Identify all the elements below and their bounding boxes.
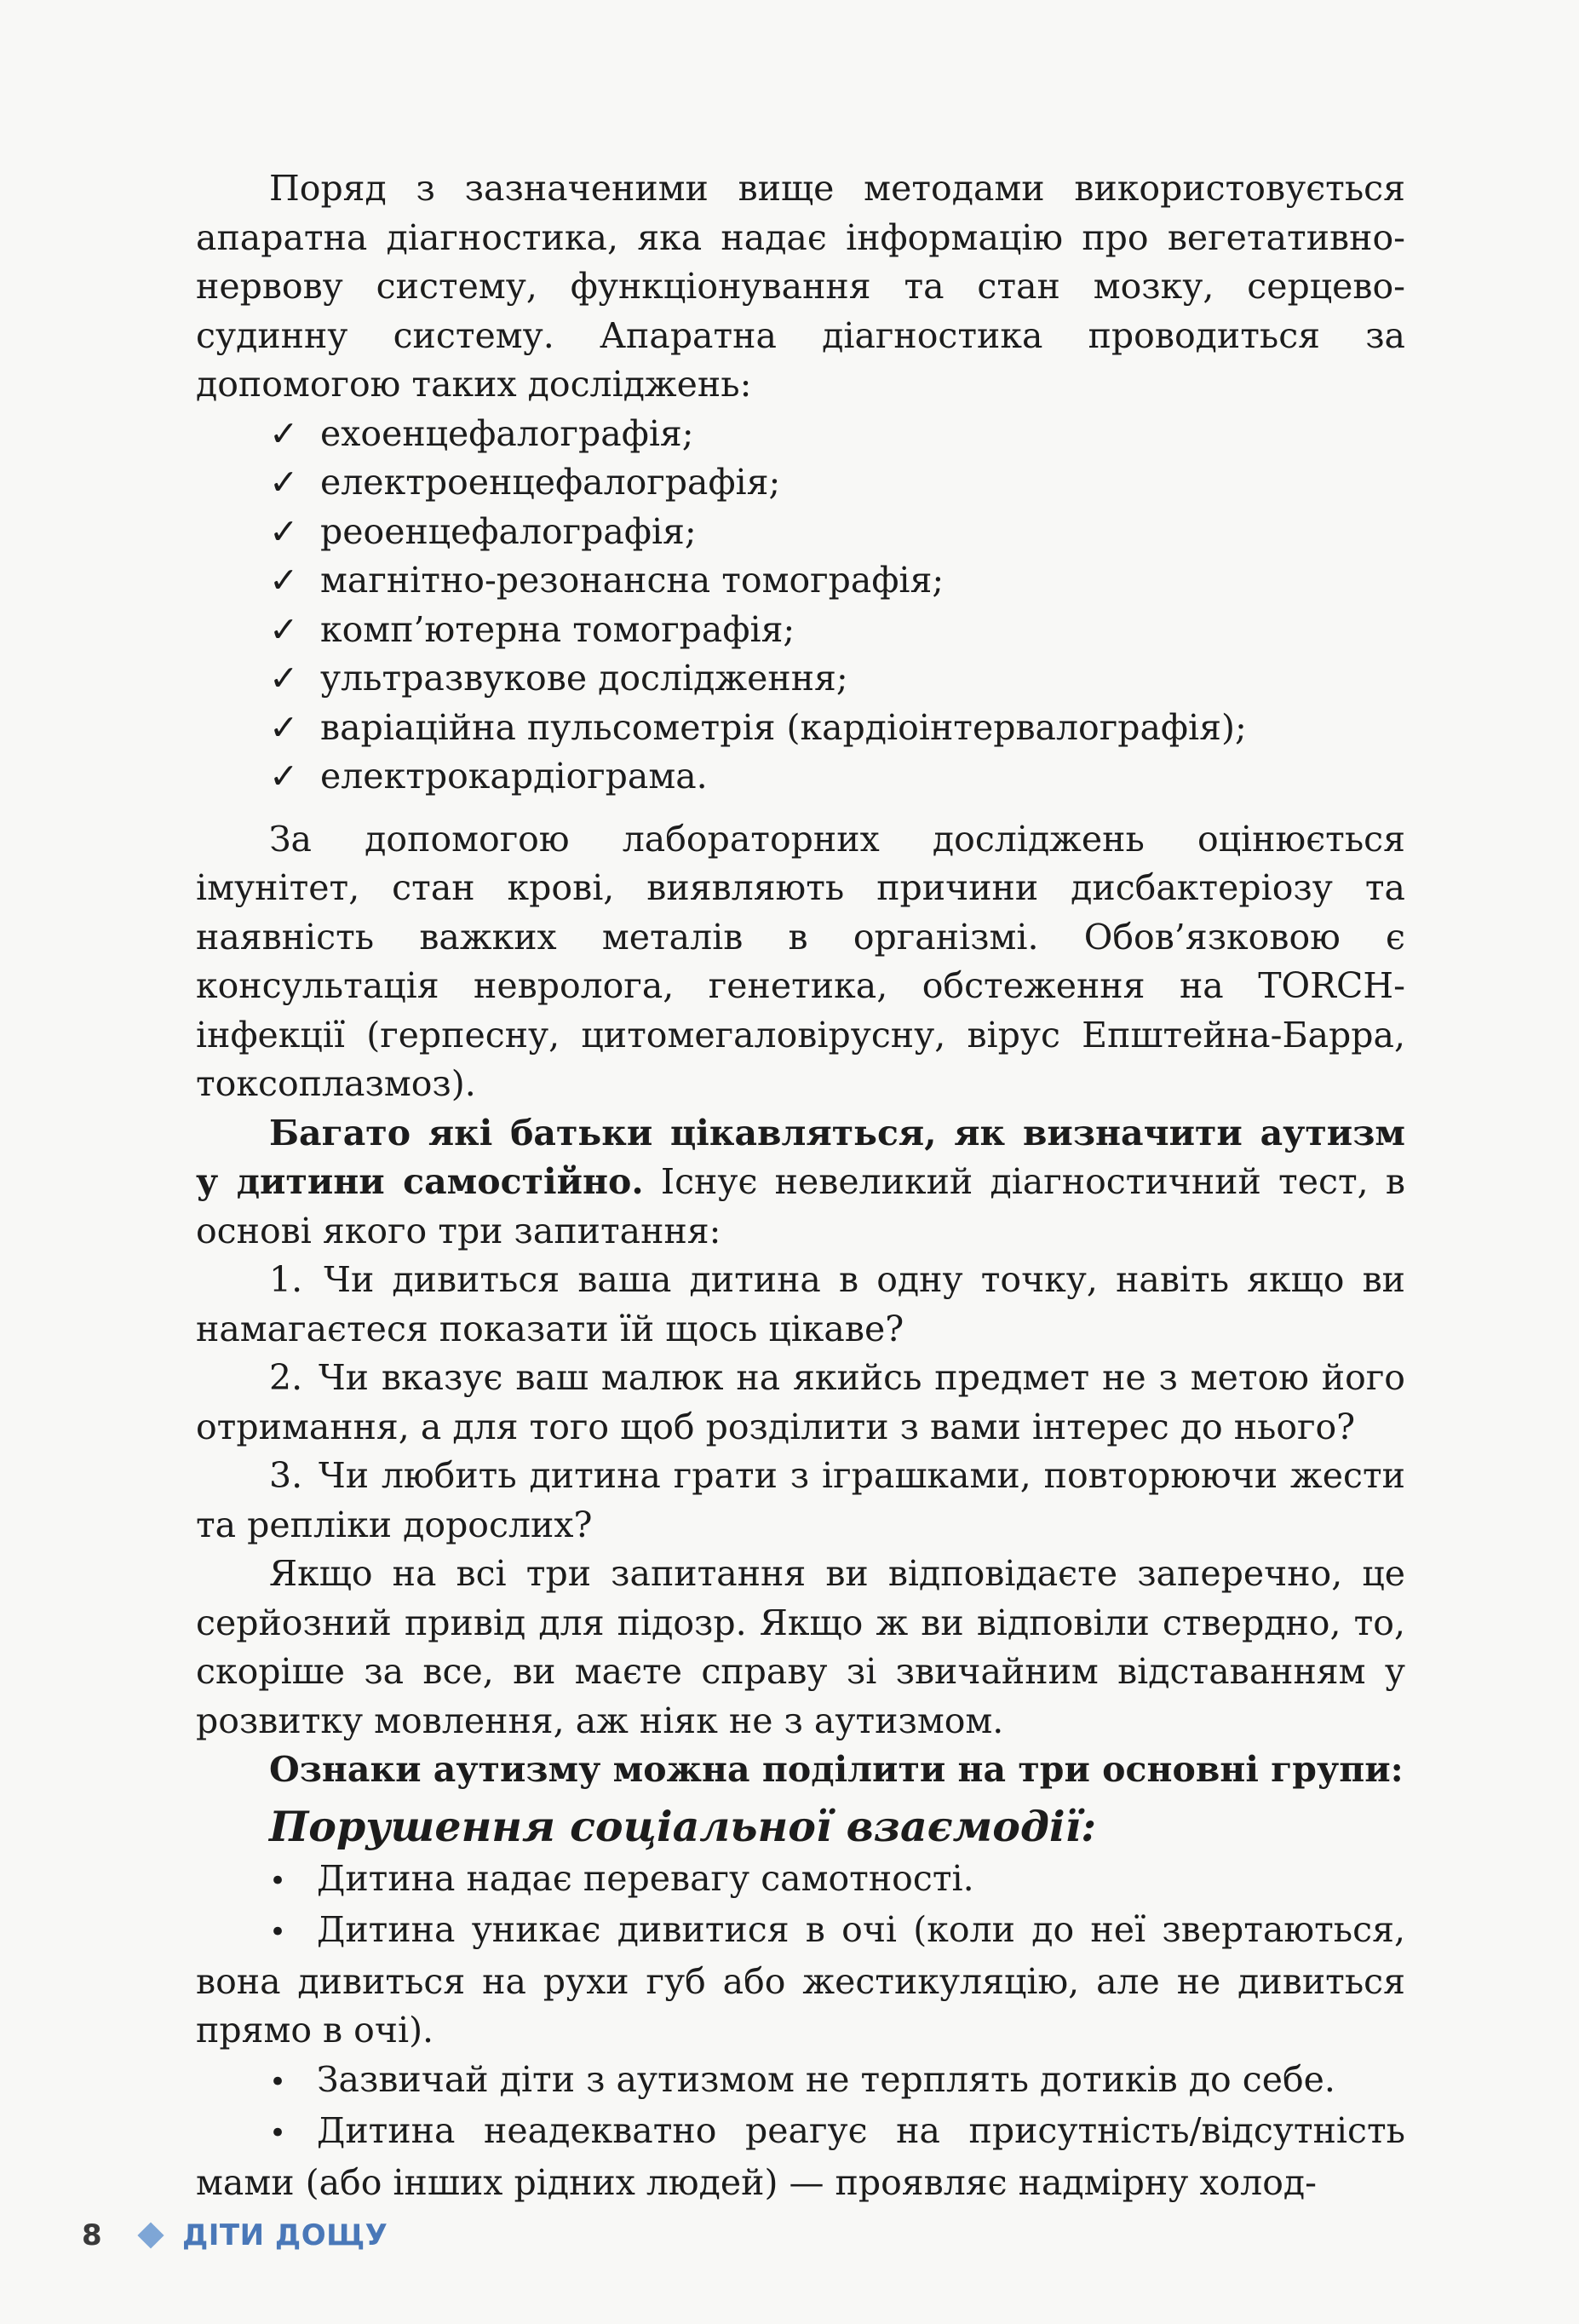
list-item — [196, 2056, 1405, 2108]
question-3 — [196, 1452, 1405, 1550]
checkmark-icon: ✓ — [269, 412, 299, 454]
list-item — [196, 1906, 1405, 2056]
question-2 — [196, 1354, 1405, 1452]
list-item — [196, 508, 1405, 557]
intro-paragraph: Поряд з зазначеними вище методами використовується апаратна діагностика, яка надає інформацію про вегетативно-нервову систему, функціонування та стан мозку, серцево-судинну систему. Апаратна діагностика проводиться за допомогою таких досліджень: — [196, 168, 1405, 405]
list-item-text: Зазвичай діти з аутизмом не терплять дотиків до себе. — [317, 2058, 1335, 2100]
groups-lead: Ознаки аутизму можна поділити на три основні групи: — [269, 1749, 1404, 1790]
list-item — [196, 2107, 1405, 2207]
checkmark-icon: ✓ — [269, 608, 299, 650]
question-number: 1. — [269, 1259, 303, 1300]
list-item-text: Дитина надає перевагу самотності. — [317, 1857, 974, 1899]
body-text — [196, 164, 1405, 2207]
parents-rest: Існує невеликий діагностичний тест, в основі якого три запитання: — [196, 1161, 1405, 1251]
question-number: 2. — [269, 1357, 303, 1398]
book-title: ДІТИ ДОЩУ — [182, 2218, 388, 2252]
parents-paragraph — [196, 1109, 1405, 1257]
question-1 — [196, 1256, 1405, 1354]
lab-paragraph: За допомогою лабораторних досліджень оцінюється імунітет, стан крові, виявляють причини дисбактеріозу та наявність важких металів в організмі. Обов’язковою є консультація невролога, генетика, обстеження на TORCH-інфекції (герпесну, цитомегаловірусну, вірус Епштейна-Барра, токсоплазмоз). — [196, 818, 1405, 1104]
checkmark-icon: ✓ — [269, 560, 299, 601]
conclusion-paragraph: Якщо на всі три запитання ви відповідаєте заперечно, це серйозний привід для підозр. Якщо ж ви відповіли ствердно, то, скоріше за все, ви маєте справу зі звичайним відставанням у розвитку мовлення, аж ніяк не з аутизмом. — [196, 1553, 1405, 1741]
list-item-text: Дитина уникає дивитися в очі (коли до неї звертаються, вона дивиться на рухи губ або жестикуляцію, але не дивиться прямо в очі). — [196, 1909, 1405, 2051]
list-item — [196, 410, 1405, 459]
bullet-icon: • — [269, 1863, 287, 1898]
checkmark-icon: ✓ — [269, 756, 299, 797]
list-item-text: комп’ютерна томографія; — [320, 608, 795, 650]
list-item-text: варіаційна пульсометрія (кардіоінтервалографія); — [320, 706, 1247, 748]
checkmark-icon: ✓ — [269, 510, 299, 552]
list-item-text: електроенцефалографія; — [320, 462, 781, 503]
question-text: Чи дивиться ваша дитина в одну точку, навіть якщо ви намагаєтеся показати їй щось цікаве? — [196, 1259, 1405, 1349]
groups-paragraph — [196, 1746, 1405, 1795]
list-item — [196, 654, 1405, 704]
list-item-text: електрокардіограма. — [320, 756, 708, 797]
list-item-text: реоенцефалографія; — [320, 510, 697, 552]
page-number: 8 — [82, 2218, 102, 2252]
question-text: Чи вказує ваш малюк на якийсь предмет не з метою його отримання, а для того щоб розділити з вами інтерес до нього? — [196, 1357, 1405, 1447]
list-item — [196, 458, 1405, 508]
bullet-icon: • — [269, 2116, 287, 2150]
checkmark-icon: ✓ — [269, 462, 299, 503]
page-footer — [82, 2218, 388, 2252]
bullet-icon: • — [269, 1915, 287, 1949]
checkmark-icon: ✓ — [269, 658, 299, 699]
section-heading: Порушення соціальної взаємодії: — [269, 1801, 1097, 1851]
list-item — [196, 704, 1405, 753]
parents-lead: Багато які батьки цікавляться, як визначити аутизм у дитини самостійно. — [196, 1112, 1405, 1202]
list-item-text: ехоенцефалографія; — [320, 412, 694, 454]
question-text: Чи любить дитина грати з іграшками, повторюючи жести та репліки дорослих? — [196, 1455, 1405, 1545]
signs-list — [196, 1855, 1405, 2208]
list-item-text: Дитина неадекватно реагує на присутність/відсутність мами (або інших рідних людей) — проявляє надмірну холод- — [196, 2110, 1405, 2203]
question-number: 3. — [269, 1455, 303, 1496]
bullet-icon: • — [269, 2064, 287, 2099]
list-item-text: магнітно-резонансна томографія; — [320, 560, 945, 601]
checkmark-icon: ✓ — [269, 706, 299, 748]
list-item — [196, 556, 1405, 606]
list-item — [196, 606, 1405, 655]
diagnostics-list — [196, 410, 1405, 802]
diamond-icon — [137, 2222, 164, 2248]
list-item-text: ультразвукове дослідження; — [320, 658, 848, 699]
list-item — [196, 752, 1405, 802]
list-item — [196, 1855, 1405, 1907]
